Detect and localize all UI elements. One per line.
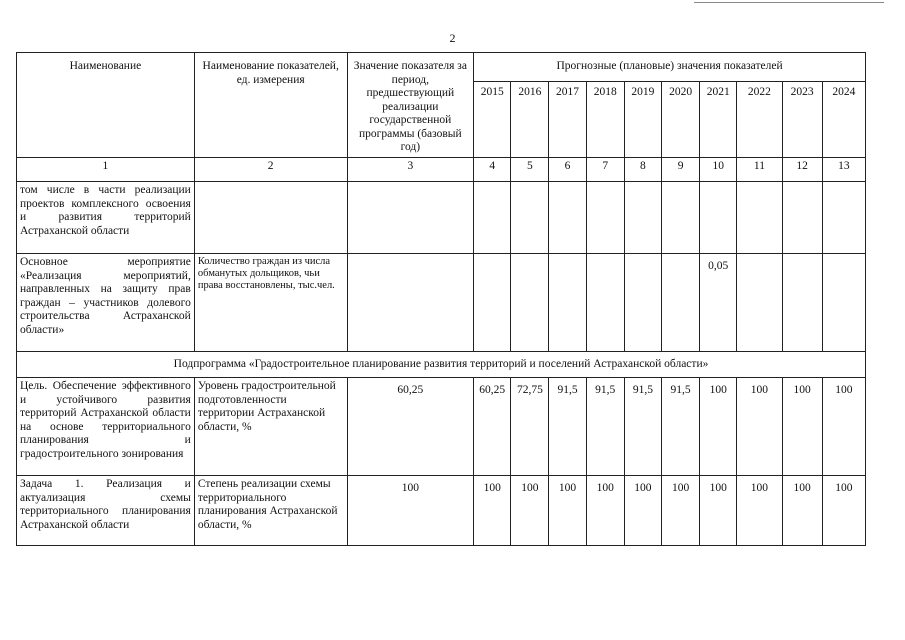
header-year: 2020 xyxy=(661,82,699,158)
column-number: 10 xyxy=(700,157,737,181)
row-year-value: 60,25 xyxy=(474,377,511,475)
table-row xyxy=(17,377,866,475)
header-name: Наименование xyxy=(17,53,195,158)
row-year-value xyxy=(737,253,782,351)
row-base-value: 60,25 xyxy=(347,377,474,475)
row-year-value: 91,5 xyxy=(624,377,661,475)
row-base-value xyxy=(347,181,474,253)
row-year-value: 100 xyxy=(822,377,865,475)
header-forecast: Прогнозные (плановые) значения показателей xyxy=(474,53,866,82)
header-year: 2015 xyxy=(474,82,511,158)
header-year: 2024 xyxy=(822,82,865,158)
column-number: 3 xyxy=(347,157,474,181)
header-year: 2021 xyxy=(700,82,737,158)
header-year: 2022 xyxy=(737,82,782,158)
row-year-value xyxy=(661,253,699,351)
column-number: 12 xyxy=(782,157,822,181)
row-indicator: Уровень градостроительной подготовленности территории Астраханской области, % xyxy=(194,377,347,475)
header-year: 2017 xyxy=(549,82,586,158)
header-rule xyxy=(694,2,884,3)
row-year-value: 0,05 xyxy=(700,253,737,351)
row-base-value xyxy=(347,253,474,351)
header-year: 2018 xyxy=(586,82,624,158)
row-year-value: 100 xyxy=(700,475,737,545)
header-year: 2023 xyxy=(782,82,822,158)
indicators-table xyxy=(16,52,866,546)
row-name: Основное мероприятие «Реализация мероприятий, направленных на защиту прав граждан – участников долевого строительства Астраханской области» xyxy=(17,253,195,351)
row-year-value: 91,5 xyxy=(661,377,699,475)
row-year-value: 100 xyxy=(782,377,822,475)
row-year-value xyxy=(822,181,865,253)
row-year-value: 91,5 xyxy=(586,377,624,475)
row-name: Цель. Обеспечение эффективного и устойчивого развития территорий Астраханской области на основе территориального планирования и градостроительного зонирования xyxy=(17,377,195,475)
header-row-1 xyxy=(17,53,866,82)
row-year-value xyxy=(474,181,511,253)
row-name: том числе в части реализации проектов комплексного освоения и развития территорий Астраханской области xyxy=(17,181,195,253)
row-year-value xyxy=(586,181,624,253)
column-number: 2 xyxy=(194,157,347,181)
page-number: 2 xyxy=(449,31,456,45)
row-year-value xyxy=(549,181,586,253)
row-year-value xyxy=(511,181,549,253)
row-year-value xyxy=(737,181,782,253)
row-year-value xyxy=(661,181,699,253)
column-number: 7 xyxy=(586,157,624,181)
row-year-value: 100 xyxy=(511,475,549,545)
row-indicator: Степень реализации схемы территориального планирования Астраханской области, % xyxy=(194,475,347,545)
row-year-value xyxy=(586,253,624,351)
subprogram-row xyxy=(17,351,866,377)
column-number: 9 xyxy=(661,157,699,181)
column-numbers-row xyxy=(17,157,866,181)
column-number: 8 xyxy=(624,157,661,181)
column-number: 6 xyxy=(549,157,586,181)
row-indicator xyxy=(194,181,347,253)
row-year-value: 100 xyxy=(700,377,737,475)
row-year-value xyxy=(549,253,586,351)
row-year-value: 100 xyxy=(586,475,624,545)
row-year-value xyxy=(782,181,822,253)
header-base-value: Значение показателя за период, предшествующий реализации государственной программы (базовый год) xyxy=(347,53,474,158)
subprogram-title: Подпрограмма «Градостроительное планирование развития территорий и поселений Астраханской области» xyxy=(17,351,866,377)
table-row xyxy=(17,475,866,545)
row-year-value xyxy=(782,253,822,351)
row-year-value xyxy=(822,253,865,351)
column-number: 1 xyxy=(17,157,195,181)
column-number: 11 xyxy=(737,157,782,181)
row-year-value: 91,5 xyxy=(549,377,586,475)
row-year-value: 100 xyxy=(782,475,822,545)
row-base-value: 100 xyxy=(347,475,474,545)
row-year-value xyxy=(474,253,511,351)
table-row xyxy=(17,181,866,253)
table-row xyxy=(17,253,866,351)
row-year-value: 100 xyxy=(549,475,586,545)
row-year-value xyxy=(624,181,661,253)
row-year-value: 100 xyxy=(737,377,782,475)
row-year-value xyxy=(511,253,549,351)
column-number: 13 xyxy=(822,157,865,181)
header-year: 2019 xyxy=(624,82,661,158)
row-year-value: 100 xyxy=(474,475,511,545)
header-year: 2016 xyxy=(511,82,549,158)
row-indicator: Количество граждан из числа обманутых дольщиков, чьи права восстановлены, тыс.чел. xyxy=(194,253,347,351)
row-year-value xyxy=(624,253,661,351)
column-number: 4 xyxy=(474,157,511,181)
row-year-value: 100 xyxy=(624,475,661,545)
row-year-value: 100 xyxy=(822,475,865,545)
row-year-value: 100 xyxy=(737,475,782,545)
column-number: 5 xyxy=(511,157,549,181)
header-indicator: Наименование показателей, ед. измерения xyxy=(194,53,347,158)
row-year-value xyxy=(700,181,737,253)
row-name: Задача 1. Реализация и актуализация схемы территориального планирования Астраханской области xyxy=(17,475,195,545)
row-year-value: 72,75 xyxy=(511,377,549,475)
row-year-value: 100 xyxy=(661,475,699,545)
